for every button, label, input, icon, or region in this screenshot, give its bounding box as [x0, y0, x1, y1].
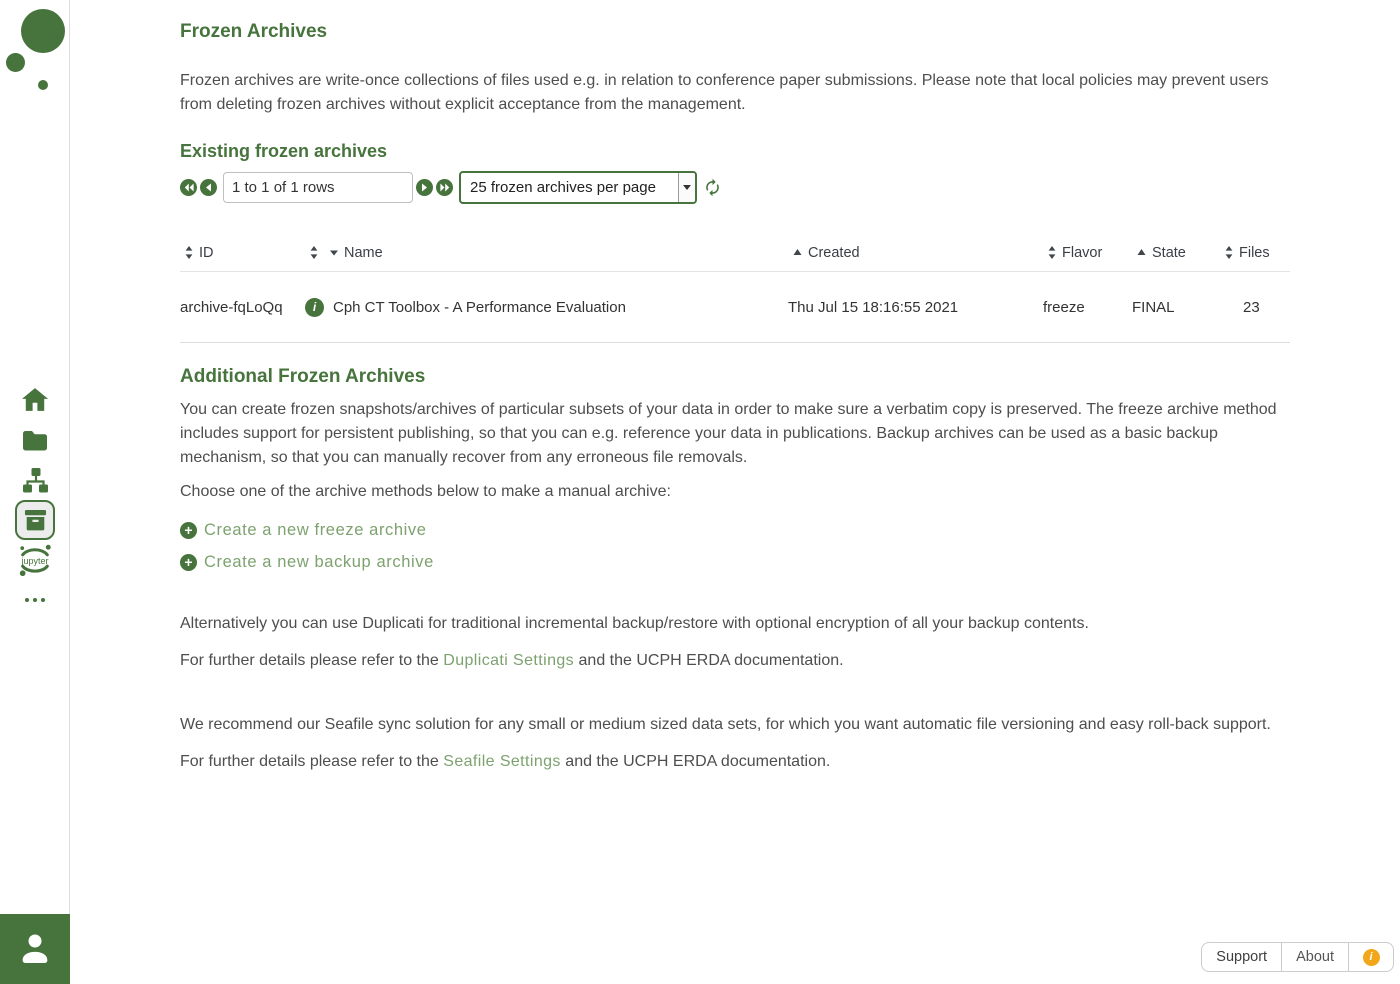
sort-asc-icon	[1137, 249, 1146, 256]
sort-both-icon	[1048, 246, 1056, 259]
sidebar-nav	[0, 380, 70, 620]
fast-forward-icon	[440, 183, 450, 192]
backward-icon	[205, 183, 212, 192]
rows-status-input[interactable]	[223, 172, 413, 203]
create-backup-archive-link[interactable]: Create a new backup archive	[204, 553, 434, 571]
create-backup-row	[180, 553, 1290, 572]
create-freeze-archive-link[interactable]: Create a new freeze archive	[204, 521, 427, 539]
additional-archives-heading: Additional Frozen Archives	[180, 366, 426, 387]
intro-paragraph: Frozen archives are write-once collections of files used e.g. in relation to conference paper submissions. Please note that local policies may prevent users from deleting frozen archives without explicit acceptance from the management.	[180, 72, 1269, 113]
refer-text-post: and the UCPH ERDA documentation.	[574, 652, 844, 669]
column-header-flavor[interactable]: Flavor	[1043, 245, 1132, 261]
sort-asc-icon	[793, 249, 802, 256]
sidebar-item-files[interactable]	[0, 420, 70, 460]
sidebar-item-jupyter[interactable]	[0, 540, 70, 580]
folder-icon	[22, 430, 48, 451]
sidebar	[0, 0, 70, 984]
archives-table	[180, 234, 1290, 343]
seafile-description: We recommend our Seafile sync solution for any small or medium sized data sets, for which you want automatic file versioning and easy roll-back support.	[180, 716, 1271, 733]
last-page-button[interactable]	[436, 179, 453, 196]
table-row[interactable]	[180, 272, 1290, 343]
plus-circle-icon: +	[180, 554, 197, 571]
svg-text:jupyter: jupyter	[21, 555, 49, 566]
sort-both-icon	[1225, 246, 1233, 259]
sidebar-item-archives[interactable]	[0, 500, 70, 540]
refresh-archives-button[interactable]	[703, 178, 722, 197]
column-header-files[interactable]: Files	[1220, 245, 1290, 261]
column-header-id[interactable]: ID	[180, 245, 305, 261]
sidebar-item-more[interactable]	[0, 580, 70, 620]
info-orange-icon: i	[1363, 949, 1380, 966]
column-header-name[interactable]: Name	[305, 245, 788, 261]
next-page-button[interactable]	[416, 179, 433, 196]
user-avatar-button[interactable]	[0, 914, 70, 984]
archive-name-cell	[305, 298, 788, 317]
support-button[interactable]: Support	[1202, 943, 1281, 971]
sitemap-icon	[22, 468, 49, 493]
choose-method-text: Choose one of the archive methods below to make a manual archive:	[180, 483, 671, 500]
existing-archives-heading: Existing frozen archives	[180, 141, 388, 161]
additional-description: You can create frozen snapshots/archives of particular subsets of your data in order to make sure a verbatim copy is preserved. The freeze archive method includes support for persistent publishing, so that you can e.g. reference your data in publications. Backup archives can be used as a basic backup mechanism, so that you can manually recover from any erroneous file removals.	[180, 401, 1277, 466]
refer-text-pre: For further details please refer to the	[180, 652, 444, 669]
archive-state-cell: FINAL	[1132, 298, 1175, 316]
archive-created-cell: Thu Jul 15 18:16:55 2021	[788, 298, 959, 316]
sort-both-icon	[185, 246, 193, 259]
home-icon	[22, 388, 48, 412]
archives-table-header	[180, 234, 1290, 272]
forward-icon	[421, 183, 428, 192]
archives-pagination-toolbar	[180, 171, 1290, 204]
archive-id-cell: archive-fqLoQq	[180, 298, 283, 316]
main-content	[180, 0, 1290, 774]
ellipsis-icon	[25, 598, 45, 602]
column-header-created[interactable]: Created	[788, 245, 1043, 261]
first-page-button[interactable]	[180, 179, 197, 196]
duplicati-refer-line	[180, 649, 1290, 673]
page-title: Frozen Archives	[180, 21, 328, 42]
jupyter-icon	[16, 542, 54, 578]
select-dropdown-arrow	[678, 173, 695, 202]
archives-selected-highlight	[15, 500, 55, 540]
archive-box-icon	[24, 509, 47, 531]
sidebar-item-workgroups[interactable]	[0, 460, 70, 500]
logo-bubble-small	[38, 80, 48, 90]
plus-circle-icon: +	[180, 522, 197, 539]
about-button[interactable]: About	[1281, 943, 1348, 971]
duplicati-settings-link[interactable]: Duplicati Settings	[443, 652, 575, 669]
sidebar-item-home[interactable]	[0, 380, 70, 420]
per-page-selected-value: 25 frozen archives per page	[470, 179, 656, 196]
refer-text-pre: For further details please refer to the	[180, 753, 444, 770]
user-avatar-icon	[16, 928, 54, 971]
prev-page-button[interactable]	[200, 179, 217, 196]
per-page-select[interactable]	[459, 171, 697, 204]
seafile-refer-line	[180, 750, 1290, 774]
duplicati-description: Alternatively you can use Duplicati for traditional incremental backup/restore with optional encryption of all your backup contents.	[180, 615, 1089, 632]
column-header-state[interactable]: State	[1132, 245, 1220, 261]
seafile-settings-link[interactable]: Seafile Settings	[443, 753, 561, 770]
sort-both-icon	[310, 246, 318, 259]
create-freeze-row	[180, 521, 1290, 540]
refer-text-post: and the UCPH ERDA documentation.	[560, 753, 831, 770]
refresh-icon	[703, 178, 722, 197]
info-icon[interactable]: i	[305, 298, 324, 317]
status-info-button[interactable]	[1348, 943, 1393, 971]
fast-backward-icon	[184, 183, 194, 192]
archive-name-text[interactable]: Cph CT Toolbox - A Performance Evaluation	[333, 298, 626, 316]
logo-bubble-medium	[6, 53, 25, 72]
footer-bar	[1201, 942, 1394, 972]
filter-caret-icon	[330, 250, 338, 256]
archive-files-cell: 23	[1243, 298, 1260, 316]
archive-flavor-cell: freeze	[1043, 298, 1085, 316]
logo-bubble-large	[21, 9, 65, 53]
